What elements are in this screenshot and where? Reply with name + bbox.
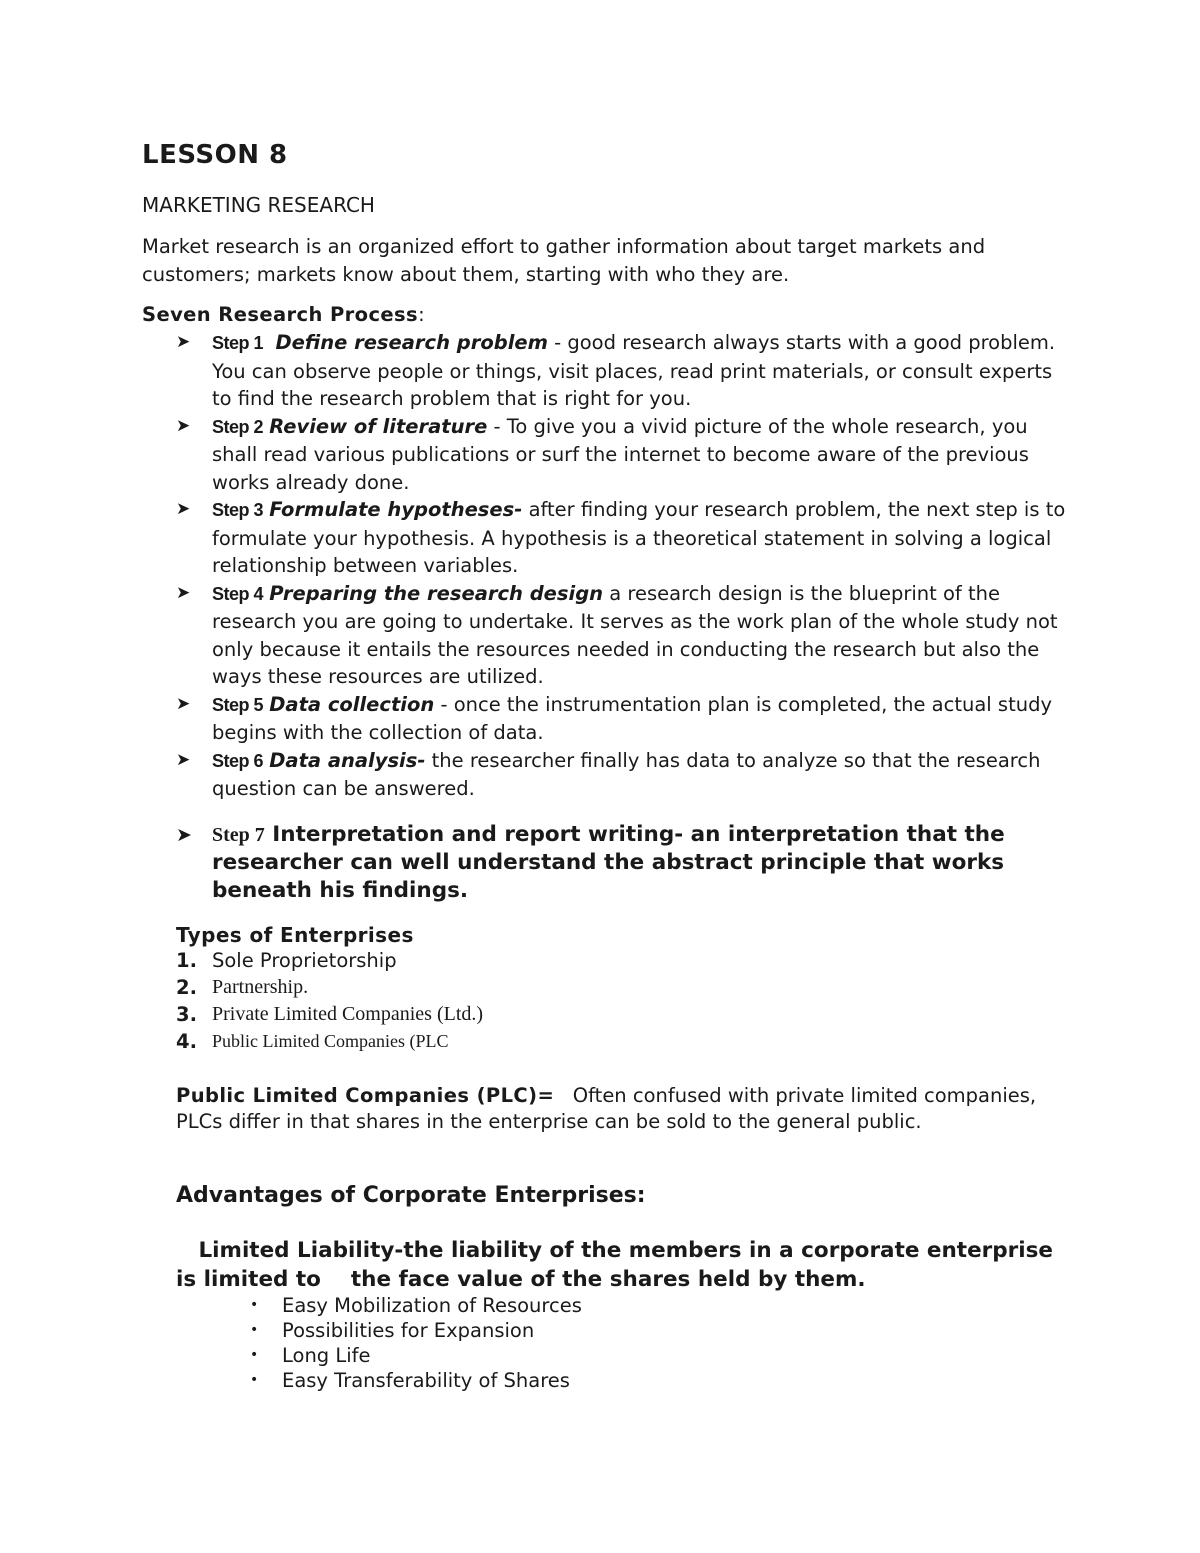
list-item: [250, 1293, 582, 1318]
step-text: after finding your research problem, the next step is to formulate your hypothesis. A hypothesis is a theoretical statement in solving a logical relationship between variables.: [212, 498, 1066, 577]
bullet-dot-icon: •: [250, 1322, 259, 1338]
step-term: Preparing the research design: [269, 581, 604, 605]
types-item: [176, 1001, 483, 1028]
intro-paragraph: Market research is an organized effort to gather information about target markets and customers; markets know about them, starting with who they are.: [142, 235, 986, 286]
arrow-bullet-icon: ➤: [176, 823, 192, 846]
types-item: [176, 1028, 483, 1055]
process-heading: [142, 303, 425, 326]
types-label: Partnership.: [212, 976, 309, 998]
process-title: Seven Research Process: [142, 303, 419, 326]
list-item: [250, 1318, 582, 1343]
arrow-bullet-icon: ➤: [176, 693, 191, 714]
step-item-6: [142, 747, 1072, 803]
arrow-bullet-icon: ➤: [176, 582, 191, 603]
step-text: the researcher finally has data to analyze so that the research question can be answered.: [212, 748, 1041, 800]
arrow-bullet-icon: ➤: [176, 415, 191, 436]
arrow-bullet-icon: ➤: [176, 332, 191, 352]
advantages-paragraph: [176, 1237, 1076, 1294]
types-label: Private Limited Companies (Ltd.): [212, 1003, 484, 1025]
list-item: [250, 1368, 582, 1393]
step-text: - To give you a vivid picture of the whole research, you shall read various publications or surf the internet to become aware of the previous works already done.: [212, 414, 1029, 494]
step-term: Review of literature: [269, 414, 488, 438]
bullet-dot-icon: •: [250, 1347, 259, 1363]
bullet-dot-icon: •: [250, 1297, 259, 1313]
step-label: Step 4: [212, 583, 264, 604]
advantage-label: Long Life: [282, 1344, 371, 1367]
bullet-dot-icon: •: [250, 1372, 259, 1388]
list-item: [250, 1343, 582, 1368]
step-label: Step 5: [212, 694, 264, 715]
step-text: a research design is the blueprint of the research you are going to undertake. It serves as the work plan of the whole study not only because it entails the resources needed in conducting the research but also the ways these resources are utilized.: [212, 581, 1058, 688]
step-item-5: [142, 691, 1072, 747]
step-label: Step 1: [212, 333, 264, 353]
types-number: 4.: [176, 1030, 197, 1053]
step-text: - good research always starts with a good problem. You can observe people or things, visit places, read print materials, or consult experts to find the research problem that is right for you.: [212, 331, 1056, 410]
step-text: Interpretation and report writing- an interpretation that the researcher can well understand the abstract principle that works beneath his findings.: [212, 821, 1005, 903]
types-number: 2.: [176, 976, 197, 999]
types-number: 1.: [176, 949, 197, 972]
lesson-title: LESSON 8: [142, 140, 288, 170]
step-label: Step 3: [212, 500, 264, 520]
arrow-bullet-icon: ➤: [176, 749, 191, 770]
step-item-2: [142, 413, 1072, 497]
types-list: [176, 947, 483, 1055]
types-label: Sole Proprietorship: [212, 949, 397, 972]
step-text: - once the instrumentation plan is completed, the actual study begins with the collection of data.: [212, 692, 1053, 744]
arrow-bullet-icon: ➤: [176, 499, 191, 519]
plc-paragraph: [176, 1083, 1076, 1134]
step-label: Step 7: [212, 823, 265, 846]
process-colon: :: [418, 303, 425, 326]
plc-text: Often confused with private limited companies, PLCs differ in that shares in the enterprise can be sold to the general public.: [176, 1084, 1037, 1133]
types-item: [176, 947, 483, 974]
step-term: Data analysis-: [269, 748, 426, 772]
section-title: MARKETING RESEARCH: [142, 193, 375, 217]
advantages-heading: Advantages of Corporate Enterprises:: [176, 1183, 646, 1208]
steps-list: [142, 329, 1072, 905]
step-label: Step 6: [212, 750, 264, 771]
step-item-3: [142, 496, 1072, 580]
types-number: 3.: [176, 1003, 197, 1026]
step-item-7: [142, 821, 1072, 905]
step-item-4: [142, 580, 1072, 691]
step-label: Step 2: [212, 416, 264, 437]
step-term: Data collection: [269, 692, 435, 716]
advantages-list: [250, 1293, 582, 1393]
step-term: Formulate hypotheses-: [269, 498, 523, 521]
step-item-1: [142, 329, 1072, 413]
advantage-label: Easy Transferability of Shares: [282, 1369, 570, 1392]
step-term: Define research problem: [275, 331, 548, 354]
types-heading: Types of Enterprises: [176, 923, 414, 947]
plc-term: Public Limited Companies (PLC)=: [176, 1084, 555, 1107]
advantages-text: Limited Liability-the liability of the members in a corporate enterprise is limited to the face value of the shares held by them.: [176, 1238, 1061, 1292]
types-label: Public Limited Companies (PLC: [212, 1031, 449, 1051]
types-item: [176, 974, 483, 1001]
advantage-label: Easy Mobilization of Resources: [282, 1294, 582, 1317]
advantage-label: Possibilities for Expansion: [282, 1319, 535, 1342]
